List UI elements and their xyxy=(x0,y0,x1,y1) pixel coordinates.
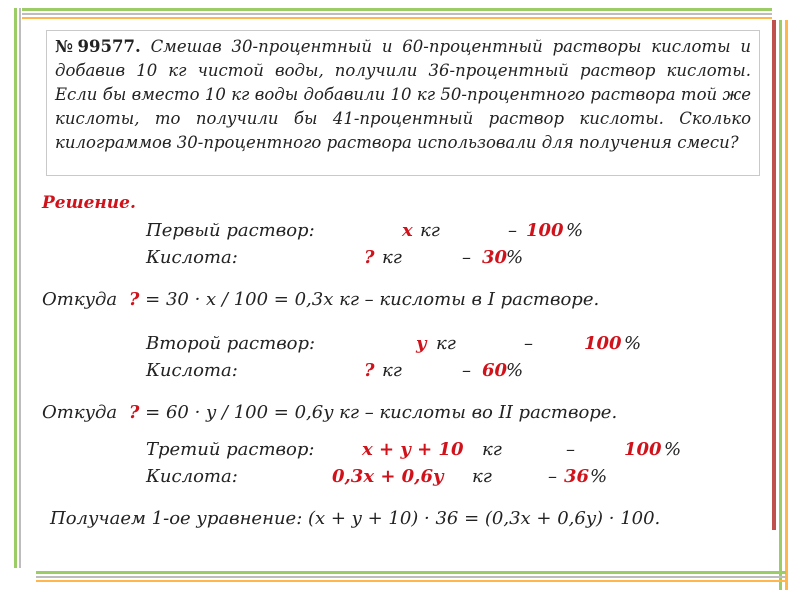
acid1-pct-sign: % xyxy=(506,247,524,268)
whence1-text: = 30 · x / 100 = 0,3x кг – кислоты в I растворе. xyxy=(145,289,600,310)
left-green-line xyxy=(14,8,17,568)
acid1-var: ? xyxy=(364,247,375,268)
whence1-line xyxy=(42,289,762,313)
third-solution-pct-sign: % xyxy=(664,439,682,460)
acid1-line xyxy=(146,247,606,271)
first-solution-pct-sign: % xyxy=(566,220,584,241)
second-solution-var: y xyxy=(416,333,427,354)
second-solution-line xyxy=(146,333,656,357)
whence2-text: = 60 · y / 100 = 0,6y кг – кислоты во II растворе. xyxy=(145,402,618,423)
acid3-pct-sign: % xyxy=(590,466,608,487)
first-solution-unit: кг xyxy=(420,220,440,241)
second-solution-pct: 100 xyxy=(584,333,622,354)
top-orange-line xyxy=(22,17,772,19)
acid3-pct: 36 xyxy=(564,466,590,487)
first-solution-label: Первый раствор: xyxy=(146,220,315,241)
whence2-line xyxy=(42,402,762,426)
third-solution-unit: кг xyxy=(482,439,502,460)
first-solution-var: x xyxy=(402,220,413,241)
solution-heading: Решение. xyxy=(42,193,136,213)
acid3-line xyxy=(146,466,706,490)
acid3-unit: кг xyxy=(472,466,492,487)
bottom-orange-line xyxy=(36,580,786,582)
acid2-dash: – xyxy=(462,360,471,381)
first-solution-pct: 100 xyxy=(526,220,564,241)
third-solution-pct: 100 xyxy=(624,439,662,460)
acid2-pct-sign: % xyxy=(506,360,524,381)
first-solution-line xyxy=(146,220,606,244)
acid3-var: 0,3x + 0,6y xyxy=(332,466,444,487)
whence1-q: ? xyxy=(128,289,140,310)
acid2-unit: кг xyxy=(382,360,402,381)
acid1-pct: 30 xyxy=(482,247,508,268)
right-orange-line xyxy=(785,20,788,590)
acid2-pct: 60 xyxy=(482,360,508,381)
third-solution-label: Третий раствор: xyxy=(146,439,315,460)
bottom-gray-line xyxy=(36,576,786,578)
problem-number: №99577. xyxy=(55,37,141,56)
acid2-label: Кислота: xyxy=(146,360,238,381)
problem-statement xyxy=(46,30,760,176)
problem-text: Смешав 30-процентный и 60-процентный растворы кислоты и добавив 10 кг чистой воды, получили 36-процентный раствор кислоты. Если бы вместо 10 кг воды добавили 10 кг 50-процентного раствора той же кислоты, то получили бы 41-процентный раствор кислоты. Сколько килограммов 30-процентного раствора использовали для получения смеси? xyxy=(55,37,751,152)
whence2-word: Откуда xyxy=(42,402,118,423)
top-gray-line xyxy=(22,13,772,15)
second-solution-pct-sign: % xyxy=(624,333,642,354)
acid1-dash: – xyxy=(462,247,471,268)
whence1-word: Откуда xyxy=(42,289,118,310)
left-gray-line xyxy=(19,8,21,568)
first-solution-dash: – xyxy=(508,220,517,241)
acid2-line xyxy=(146,360,606,384)
acid1-label: Кислота: xyxy=(146,247,238,268)
third-solution-dash: – xyxy=(566,439,575,460)
second-solution-unit: кг xyxy=(436,333,456,354)
second-solution-label: Второй раствор: xyxy=(146,333,316,354)
acid1-unit: кг xyxy=(382,247,402,268)
acid3-dash: – xyxy=(548,466,557,487)
third-solution-var: x + y + 10 xyxy=(362,439,464,460)
acid3-label: Кислота: xyxy=(146,466,238,487)
acid2-var: ? xyxy=(364,360,375,381)
right-red-line xyxy=(772,20,776,530)
bottom-green-line xyxy=(36,571,786,574)
second-solution-dash: – xyxy=(524,333,533,354)
top-green-line xyxy=(22,8,772,11)
whence2-q: ? xyxy=(128,402,140,423)
right-green-line xyxy=(779,20,782,590)
third-solution-line xyxy=(146,439,706,463)
equation-line: Получаем 1-ое уравнение: (x + y + 10) · 36 = (0,3x + 0,6y) · 100. xyxy=(50,508,661,529)
